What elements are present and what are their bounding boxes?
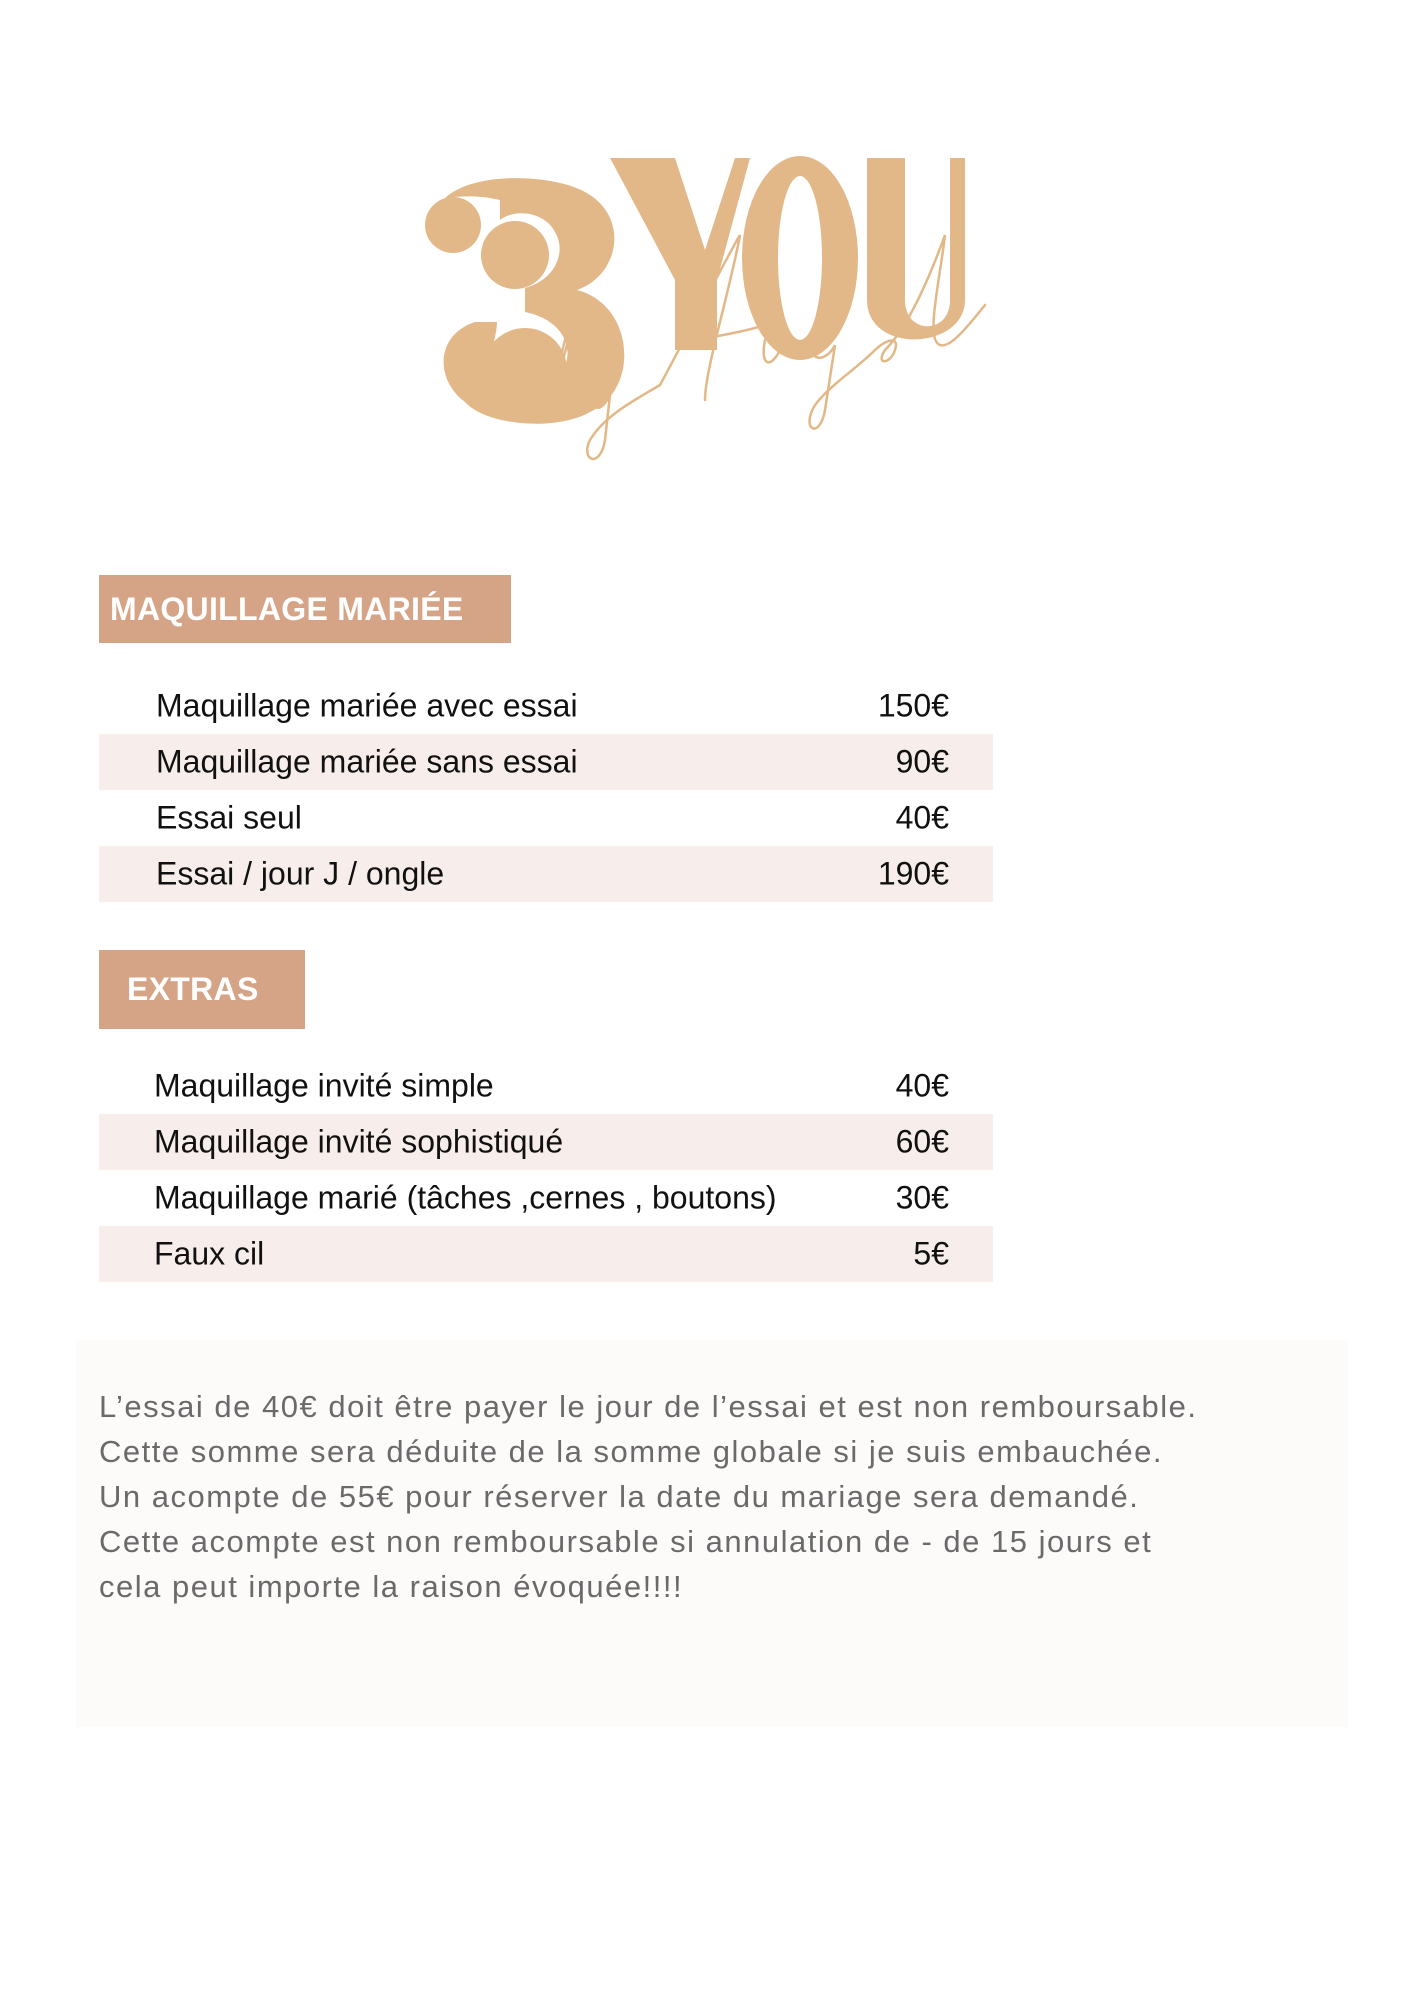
- service-price: 90€: [895, 743, 949, 780]
- price-row: [99, 846, 993, 902]
- section-title: EXTRAS: [127, 971, 259, 1007]
- terms-line: cela peut importe la raison évoquée!!!!: [99, 1569, 684, 1604]
- service-price: 5€: [913, 1235, 949, 1272]
- price-list-bridal: [99, 678, 993, 902]
- section-title: MAQUILLAGE MARIÉE: [110, 590, 464, 627]
- price-row: [99, 790, 993, 846]
- price-row: [99, 734, 993, 790]
- terms-line: L’essai de 40€ doit être payer le jour de l’essai et est non remboursable.: [99, 1389, 1198, 1424]
- service-label: Essai seul: [156, 799, 302, 836]
- service-price: 40€: [895, 1067, 949, 1104]
- terms-line: Cette acompte est non remboursable si annulation de - de 15 jours et: [99, 1524, 1153, 1559]
- service-label: Maquillage mariée avec essai: [156, 687, 578, 724]
- terms-text: [99, 1384, 1197, 1609]
- price-row: [99, 1114, 993, 1170]
- section-header-bridal-makeup: [99, 575, 511, 643]
- service-label: Faux cil: [154, 1235, 265, 1272]
- service-label: Maquillage mariée sans essai: [156, 743, 578, 780]
- service-price: 30€: [895, 1179, 949, 1216]
- price-row: [99, 678, 993, 734]
- service-label: Essai / jour J / ongle: [156, 855, 445, 892]
- terms-line: Un acompte de 55€ pour réserver la date du mariage sera demandé.: [99, 1479, 1140, 1514]
- section-header-extras: [99, 950, 305, 1029]
- service-label: Maquillage invité simple: [154, 1067, 494, 1104]
- service-price: 190€: [877, 855, 949, 892]
- service-price: 150€: [877, 687, 949, 724]
- price-row: [99, 1058, 993, 1114]
- service-price: 60€: [895, 1123, 949, 1160]
- service-price: 40€: [895, 799, 949, 836]
- terms-line: Cette somme sera déduite de la somme globale si je suis embauchée.: [99, 1434, 1163, 1469]
- brand-logo: [405, 140, 1015, 485]
- price-row: [99, 1226, 993, 1282]
- price-list-extras: [99, 1058, 993, 1282]
- service-label: Maquillage invité sophistiqué: [154, 1123, 564, 1160]
- service-label: Maquillage marié (tâches ,cernes , boutons): [154, 1179, 777, 1216]
- terms-notes-box: [76, 1340, 1348, 1727]
- price-row: [99, 1170, 993, 1226]
